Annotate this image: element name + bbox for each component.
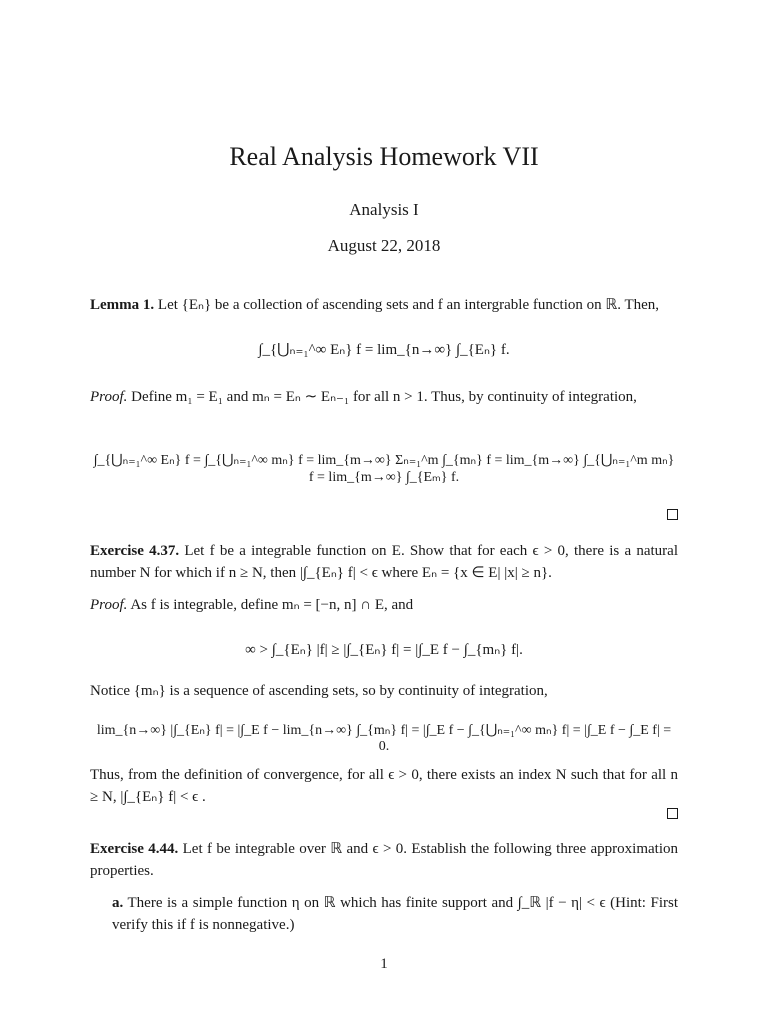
exercise-437-equation-2: lim_{n→∞} |∫_{Eₙ} f| = |∫_E f − lim_{n→∞} ∫_{mₙ} f| = |∫_E f − ∫_{⋃ₙ₌₁^∞ mₙ} f| = |∫_E f − ∫_E f| = 0. <box>96 723 672 754</box>
lemma-1-statement <box>90 294 678 316</box>
exercise-444-statement <box>90 838 678 882</box>
exercise-437-proof-label: Proof. <box>90 597 128 613</box>
exercise-444-text: Let f be integrable over ℝ and ϵ > 0. Establish the following three approximation properties. <box>90 841 679 879</box>
lemma-1-proof <box>90 386 678 408</box>
lemma-1-proof-text: Define m₁ = E₁ and mₙ = Eₙ ∼ Eₙ₋₁ for all n > 1. Thus, by continuity of integration, <box>131 389 637 405</box>
exercise-437-label: Exercise 4.37. <box>90 543 180 559</box>
qed-square-icon <box>667 509 678 520</box>
exercise-437-equation-1: ∞ > ∫_{Eₙ} |f| ≥ |∫_{Eₙ} f| = |∫_E f − ∫_{mₙ} f|. <box>245 642 523 658</box>
exercise-444-part-a-text: There is a simple function η on ℝ which has finite support and ∫_ℝ |f − η| < ϵ (Hint: First verify this if f is nonnegative.) <box>112 895 678 933</box>
exercise-437-proof <box>90 594 678 616</box>
qed-square-icon <box>667 808 678 819</box>
lemma-1-equation: ∫_{⋃ₙ₌₁^∞ Eₙ} f = lim_{n→∞} ∫_{Eₙ} f. <box>258 342 510 358</box>
document-subtitle: Analysis I <box>349 200 419 219</box>
exercise-437-text: Let f be a integrable function on E. Show that for each ϵ > 0, there is a natural number N for which if n ≥ N, then |∫_{Eₙ} f| < ϵ where Eₙ = {x ∈ E| |x| ≥ n}. <box>90 543 679 581</box>
exercise-444-label: Exercise 4.44. <box>90 841 179 857</box>
exercise-444-part-a-label: a. <box>112 895 124 911</box>
exercise-444-part-a <box>90 892 678 936</box>
page-number: 1 <box>380 956 388 972</box>
document-date: August 22, 2018 <box>327 236 441 255</box>
lemma-1-text: Let {Eₙ} be a collection of ascending sets and f an intergrable function on ℝ. Then, <box>157 297 660 313</box>
document-title: Real Analysis Homework VII <box>229 142 539 171</box>
exercise-437-statement <box>90 540 678 584</box>
exercise-437-notice: Notice {mₙ} is a sequence of ascending sets, so by continuity of integration, <box>90 683 548 699</box>
lemma-1-proof-label: Proof. <box>90 389 128 405</box>
lemma-1-label: Lemma 1. <box>90 297 155 313</box>
exercise-437-conclusion: Thus, from the definition of convergence, for all ϵ > 0, there exists an index N such that for all n ≥ N, |∫_{Eₙ} f| < ϵ . <box>90 767 678 805</box>
lemma-1-proof-equation: ∫_{⋃ₙ₌₁^∞ Eₙ} f = ∫_{⋃ₙ₌₁^∞ mₙ} f = lim_{m→∞} Σₙ₌₁^m ∫_{mₙ} f = lim_{m→∞} ∫_{⋃ₙ₌₁^m mₙ} f = lim_{m→∞} ∫_{Eₘ} f. <box>93 453 675 485</box>
exercise-437-proof-text: As f is integrable, define mₙ = [−n, n] ∩ E, and <box>130 597 414 613</box>
